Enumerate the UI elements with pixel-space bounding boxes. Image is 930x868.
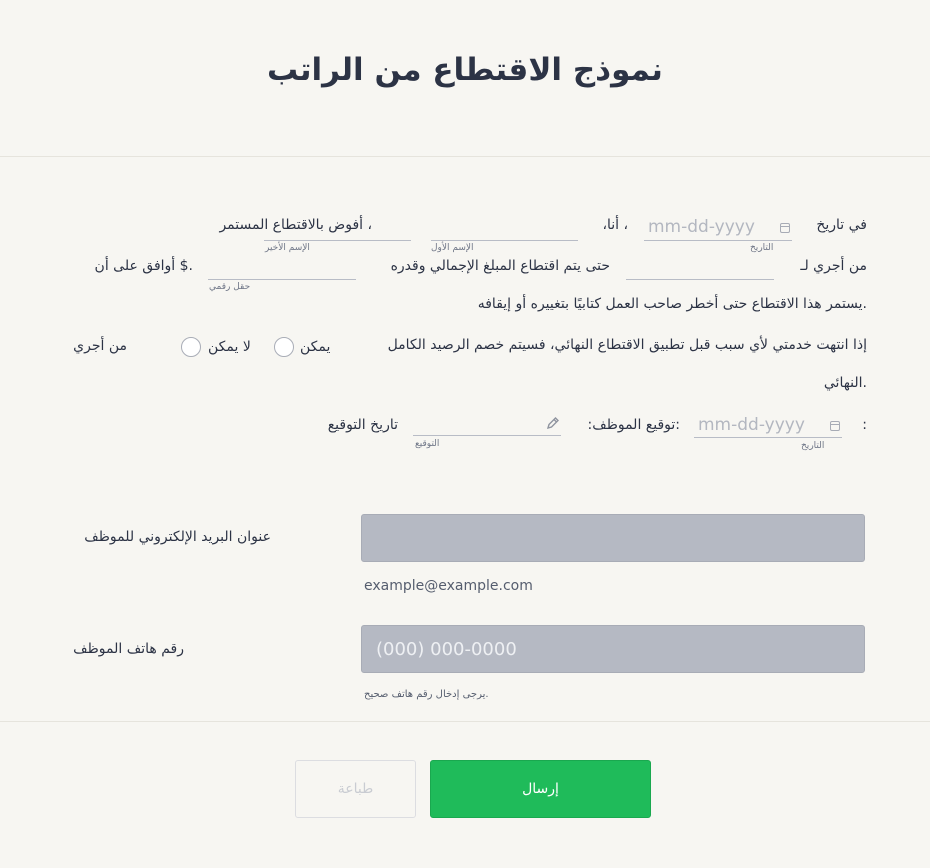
last-name-field[interactable]	[264, 240, 411, 241]
text-final: .النهائي	[823, 375, 867, 391]
signature-date-sublabel: التاريخ	[801, 441, 825, 451]
signature-date-field[interactable]	[694, 414, 842, 439]
radio-can-label: يمكن	[300, 339, 331, 355]
email-input[interactable]	[361, 514, 865, 562]
text-employee-signature: :توقيع الموظف:	[587, 417, 680, 433]
phone-help: .يرجى إدخال رقم هاتف صحيح	[364, 689, 489, 700]
signature-sublabel: التوقيع	[415, 439, 440, 449]
phone-input[interactable]	[361, 625, 865, 673]
agreement-date-field[interactable]	[644, 216, 792, 241]
signature-field[interactable]	[413, 435, 561, 436]
signature-date-underline	[694, 437, 842, 438]
text-from-my-pay-end: من أجري	[73, 338, 127, 354]
first-name-field[interactable]	[431, 240, 578, 241]
text-terminate: إذا انتهت خدمتي لأي سبب قبل تطبيق الاقتطاع النهائي، فسيتم خصم الرصيد الكامل	[387, 337, 867, 353]
text-until-amount: حتى يتم اقتطاع المبلغ الإجمالي وقدره	[390, 258, 610, 274]
text-i-am: ، أنا،	[602, 217, 628, 233]
date-underline	[644, 240, 792, 241]
email-help: example@example.com	[364, 578, 533, 594]
submit-button[interactable]: إرسال	[430, 760, 651, 818]
phone-label: رقم هاتف الموظف	[73, 641, 184, 657]
text-on-date: في تاريخ	[816, 217, 867, 233]
pen-icon[interactable]	[546, 416, 560, 430]
numeric-sublabel: حقل رقمي	[209, 282, 251, 292]
text-from-my-pay: من أجري لـ	[800, 258, 867, 274]
calendar-icon[interactable]	[780, 223, 790, 233]
footer-divider	[0, 721, 930, 722]
date-input-placeholder: mm-dd-yyyy	[648, 217, 755, 237]
form-title: نموذج الاقتطاع من الراتب	[267, 52, 663, 88]
calendar-icon[interactable]	[830, 421, 840, 431]
text-signature-date: تاريخ التوقيع	[327, 417, 398, 433]
header-divider	[0, 156, 930, 157]
text-dollar-agree: .$ أوافق على أن	[94, 258, 193, 274]
radio-cannot[interactable]	[181, 337, 201, 357]
radio-can[interactable]	[274, 337, 294, 357]
first-name-sublabel: الإسم الأول	[431, 243, 474, 253]
print-button[interactable]: طباعة	[295, 760, 416, 818]
email-label: عنوان البريد الإلكتروني للموظف	[84, 529, 271, 545]
radio-cannot-label: لا يمكن	[208, 339, 251, 355]
last-name-sublabel: الإسم الأخير	[265, 243, 310, 253]
signature-date-placeholder: mm-dd-yyyy	[698, 415, 805, 435]
text-colon: :	[862, 417, 867, 433]
payee-field[interactable]	[626, 279, 774, 280]
text-authorize: ، أفوض بالاقتطاع المستمر	[219, 217, 372, 233]
text-continue: .يستمر هذا الاقتطاع حتى أخطر صاحب العمل كتابيًا بتغييره أو إيقافه	[477, 296, 867, 312]
amount-field[interactable]	[208, 279, 356, 280]
date-sublabel: التاريخ	[750, 243, 774, 253]
